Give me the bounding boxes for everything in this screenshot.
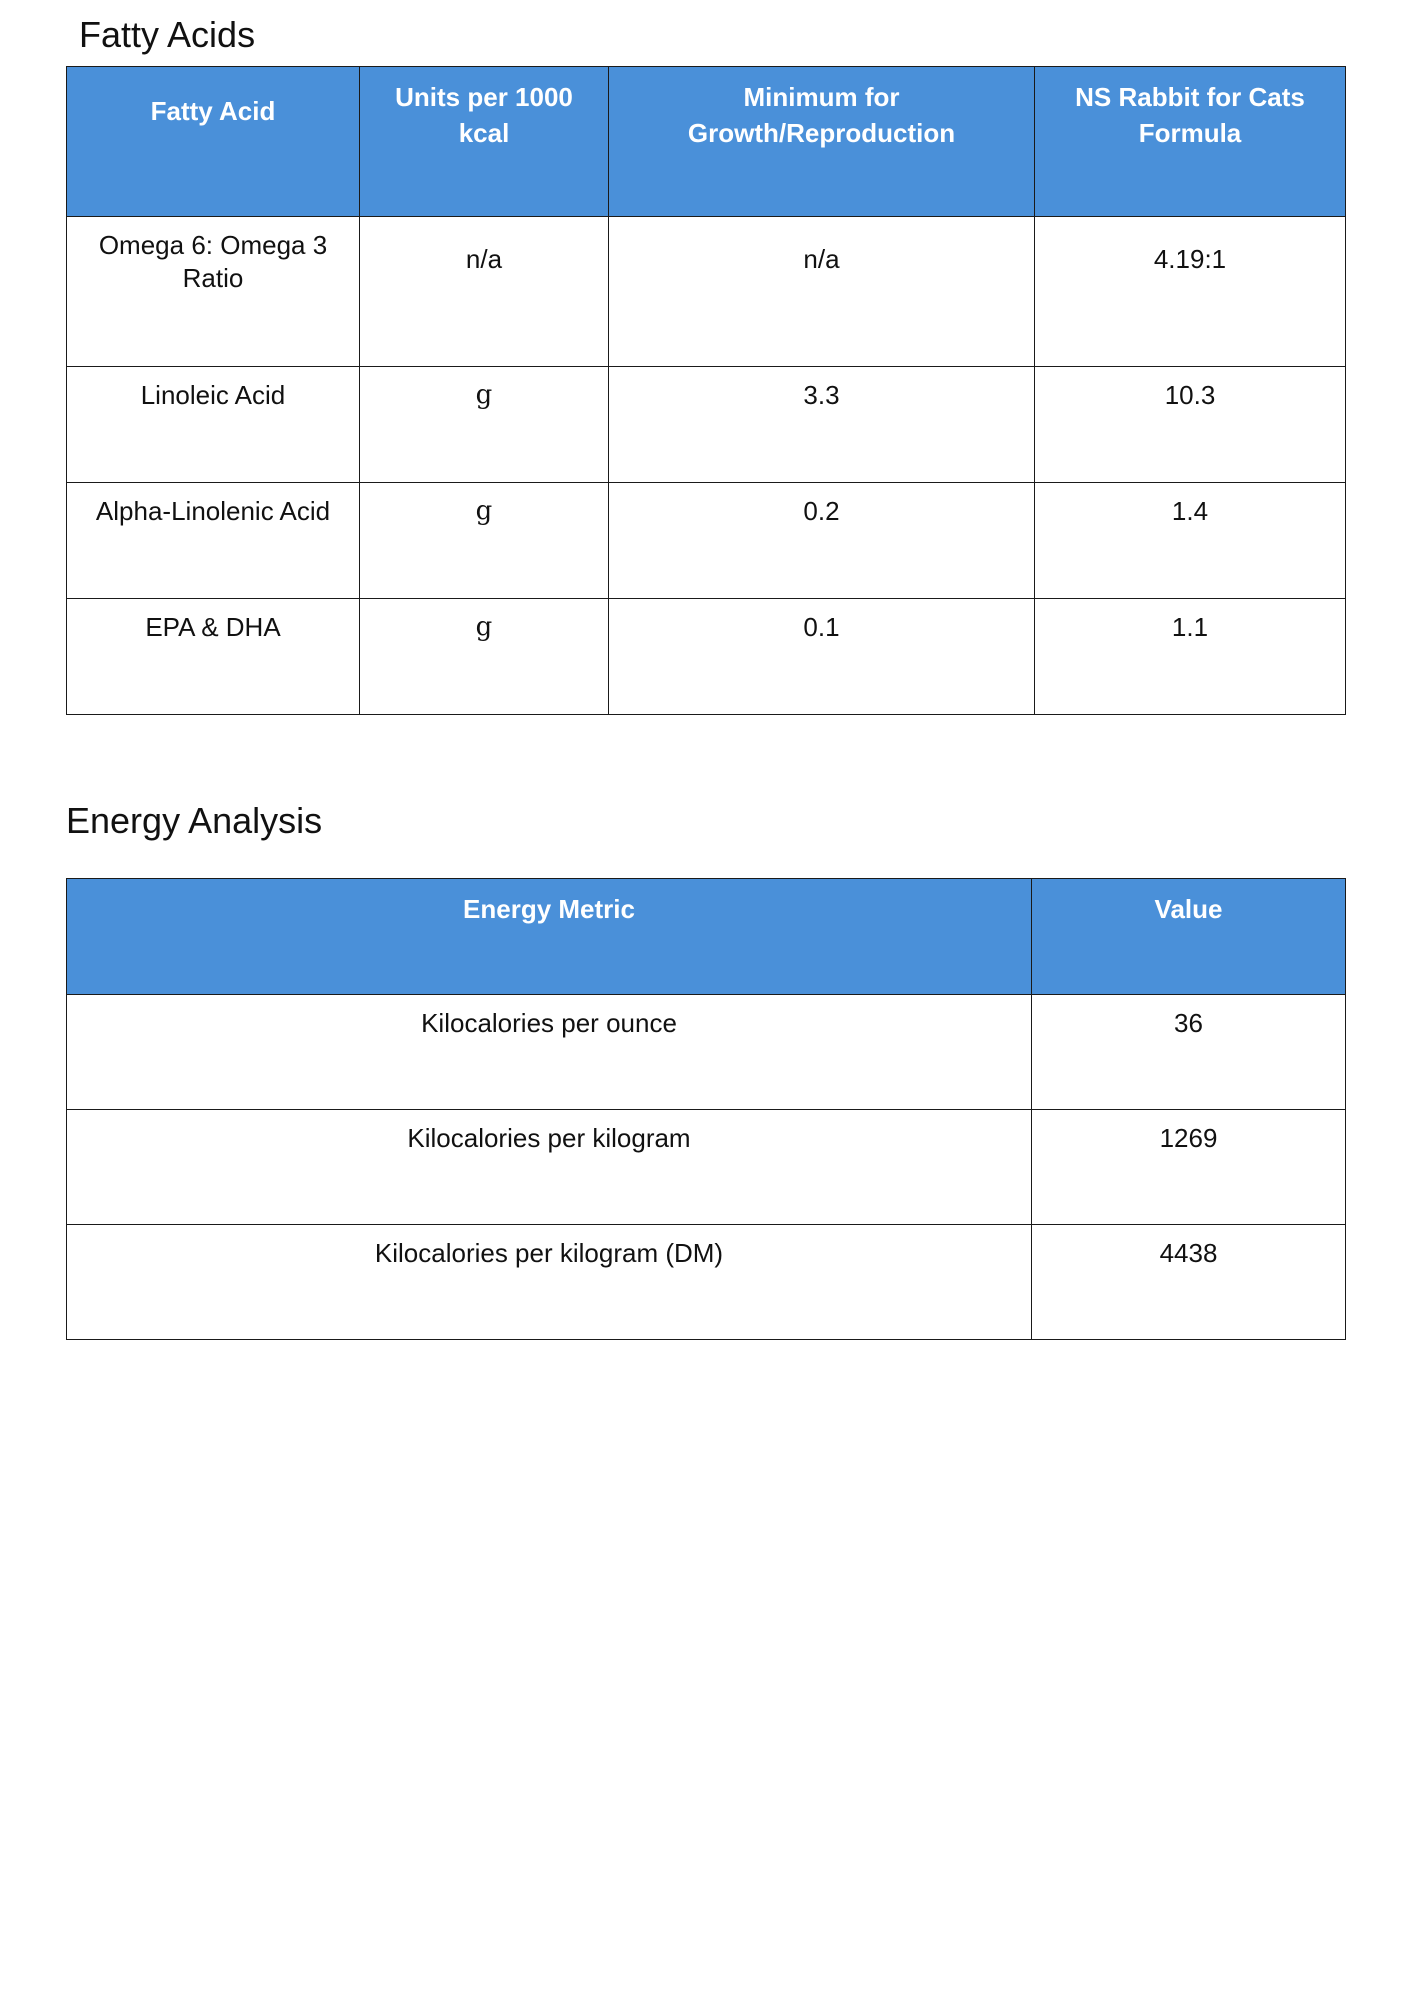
column-header-formula: NS Rabbit for Cats Formula xyxy=(1035,67,1346,217)
units-cell: n/a xyxy=(360,217,609,367)
formula-cell: 1.1 xyxy=(1035,599,1346,715)
energy-metric-cell: Kilocalories per ounce xyxy=(67,995,1032,1110)
minimum-cell: 3.3 xyxy=(609,367,1035,483)
column-header-fatty-acid: Fatty Acid xyxy=(67,67,360,217)
fatty-acids-title: Fatty Acids xyxy=(79,14,256,55)
minimum-cell: 0.1 xyxy=(609,599,1035,715)
units-cell: g xyxy=(360,599,609,715)
fatty-acid-cell: Alpha-Linolenic Acid xyxy=(67,483,360,599)
table-row xyxy=(67,483,1346,599)
table-row xyxy=(67,1225,1346,1340)
column-header-minimum: Minimum for Growth/Reproduction xyxy=(609,67,1035,217)
energy-metric-cell: Kilocalories per kilogram xyxy=(67,1110,1032,1225)
column-header-units: Units per 1000 kcal xyxy=(360,67,609,217)
minimum-cell: 0.2 xyxy=(609,483,1035,599)
formula-cell: 4.19:1 xyxy=(1035,217,1346,367)
fatty-acid-cell: EPA & DHA xyxy=(67,599,360,715)
fatty-acid-cell: Omega 6: Omega 3 Ratio xyxy=(67,217,360,367)
formula-cell: 1.4 xyxy=(1035,483,1346,599)
table-row xyxy=(67,995,1346,1110)
energy-value-cell: 36 xyxy=(1032,995,1346,1110)
table-row xyxy=(67,367,1346,483)
units-cell: g xyxy=(360,483,609,599)
fatty-acid-cell: Linoleic Acid xyxy=(67,367,360,483)
table-header-row xyxy=(67,67,1346,217)
fatty-acids-table xyxy=(66,66,1346,715)
minimum-cell: n/a xyxy=(609,217,1035,367)
energy-analysis-title: Energy Analysis xyxy=(66,800,323,841)
units-cell: g xyxy=(360,367,609,483)
table-row xyxy=(67,1110,1346,1225)
table-row xyxy=(67,599,1346,715)
table-header-row xyxy=(67,879,1346,995)
formula-cell: 10.3 xyxy=(1035,367,1346,483)
column-header-energy-metric: Energy Metric xyxy=(67,879,1032,995)
energy-metric-cell: Kilocalories per kilogram (DM) xyxy=(67,1225,1032,1340)
column-header-value: Value xyxy=(1032,879,1346,995)
energy-value-cell: 1269 xyxy=(1032,1110,1346,1225)
energy-value-cell: 4438 xyxy=(1032,1225,1346,1340)
table-row xyxy=(67,217,1346,367)
energy-analysis-table xyxy=(66,878,1346,1340)
